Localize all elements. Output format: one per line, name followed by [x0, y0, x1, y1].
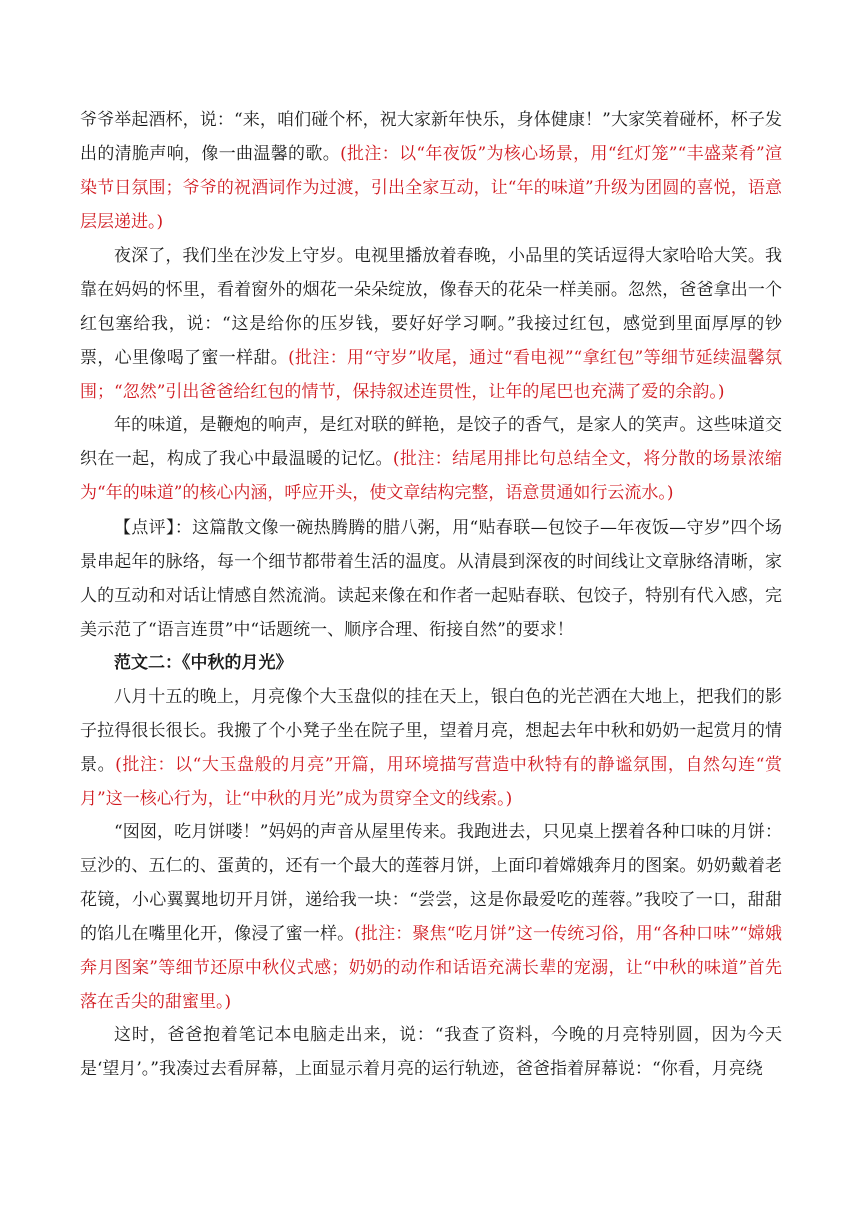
paragraph-conclusion: [80, 408, 782, 510]
annotation-note: (批注：以“大玉盘般的月亮”开篇，用环境描写营造中秋特有的静谧氛围，自然勾连“赏月”这一核心行为，让“中秋的月光”成为贯穿全文的线索。): [80, 755, 782, 809]
paragraph-new-year-toast: [80, 103, 782, 239]
paragraph-mooncakes: [80, 815, 782, 1019]
annotation-note: (批注：以“年夜饭”为核心场景，用“红灯笼”“丰盛菜肴”渲染节日氛围；爷爷的祝酒词作为过渡，引出全家互动，让“年的味道”升级为团圆的喜悦，语意层层递进。): [80, 144, 782, 232]
paragraph-text: “囡囡，吃月饼喽！”妈妈的声音从屋里传来。我跑进去，只见桌上摆着各种口味的月饼：豆沙的、五仁的、蛋黄的，还有一个最大的莲蓉月饼，上面印着嫦娥奔月的图案。奶奶戴着老花镜，小心翼翼地切开月饼，递给我一块：“尝尝，这是你最爱吃的莲蓉。”我咬了一口，甜甜的馅儿在嘴里化开，像浸了蜜一样。: [80, 822, 782, 944]
paragraph-text: 这时，爸爸抱着笔记本电脑走出来，说：“我查了资料，今晚的月亮特别圆，因为今天是‘望月’。”我凑过去看屏幕，上面显示着月亮的运行轨迹，爸爸指着屏幕说：“你看，月亮绕: [80, 1025, 782, 1079]
paragraph-mid-autumn-moon: [80, 680, 782, 816]
annotation-note: (批注：用“守岁”收尾，通过“看电视”“拿红包”等细节延续温馨氛围；“忽然”引出爸爸给红包的情节，保持叙述连贯性，让年的尾巴也充满了爱的余韵。): [80, 348, 782, 402]
section-heading-sample-two: 范文二：《中秋的月光》: [114, 653, 293, 673]
paragraph-text: 爷爷举起酒杯，说：“来，咱们碰个杯，祝大家新年快乐，身体健康！”大家笑着碰杯，杯子发出的清脆声响，像一曲温馨的歌。: [80, 110, 782, 164]
review-text: 【点评】：这篇散文像一碗热腾腾的腊八粥，用“贴春联—包饺子—年夜饭—守岁”四个场景串起年的脉络，每一个细节都带着生活的温度。从清晨到深夜的时间线让文章脉络清晰，家人的互动和对话让情感自然流淌。读起来像在和作者一起贴春联、包饺子，特别有代入感，完美示范了“语言连贯”中“话题统一、顺序合理、衔接自然”的要求！: [80, 518, 782, 640]
annotation-note: (批注：聚焦“吃月饼”这一传统习俗，用“各种口味”“嫦娥奔月图案”等细节还原中秋仪式感；奶奶的动作和话语充满长辈的宠溺，让“中秋的味道”首先落在舌尖的甜蜜里。): [80, 924, 782, 1012]
paragraph-text: 夜深了，我们坐在沙发上守岁。电视里播放着春晚，小品里的笑话逗得大家哈哈大笑。我靠在妈妈的怀里，看着窗外的烟花一朵朵绽放，像春天的花朵一样美丽。忽然，爸爸拿出一个红包塞给我，说：“这是给你的压岁钱，要好好学习啊。”我接过红包，感觉到里面厚厚的钞票，心里像喝了蜜一样甜。: [80, 246, 782, 368]
paragraph-text: 年的味道，是鞭炮的响声，是红对联的鲜艳，是饺子的香气，是家人的笑声。这些味道交织在一起，构成了我心中最温暖的记忆。: [80, 415, 782, 469]
paragraph-laptop: [80, 1018, 782, 1086]
paragraph-text: 八月十五的晚上，月亮像个大玉盘似的挂在天上，银白色的光芒洒在大地上，把我们的影子拉得很长很长。我搬了个小凳子坐在院子里，望着月亮，想起去年中秋和奶奶一起赏月的情景。: [80, 687, 782, 775]
paragraph-staying-up: [80, 239, 782, 409]
review-comment: [80, 511, 782, 647]
annotation-note: (批注：结尾用排比句总结全文，将分散的场景浓缩为“年的味道”的核心内涵，呼应开头，使文章结构完整，语意贯通如行云流水。): [80, 449, 783, 503]
